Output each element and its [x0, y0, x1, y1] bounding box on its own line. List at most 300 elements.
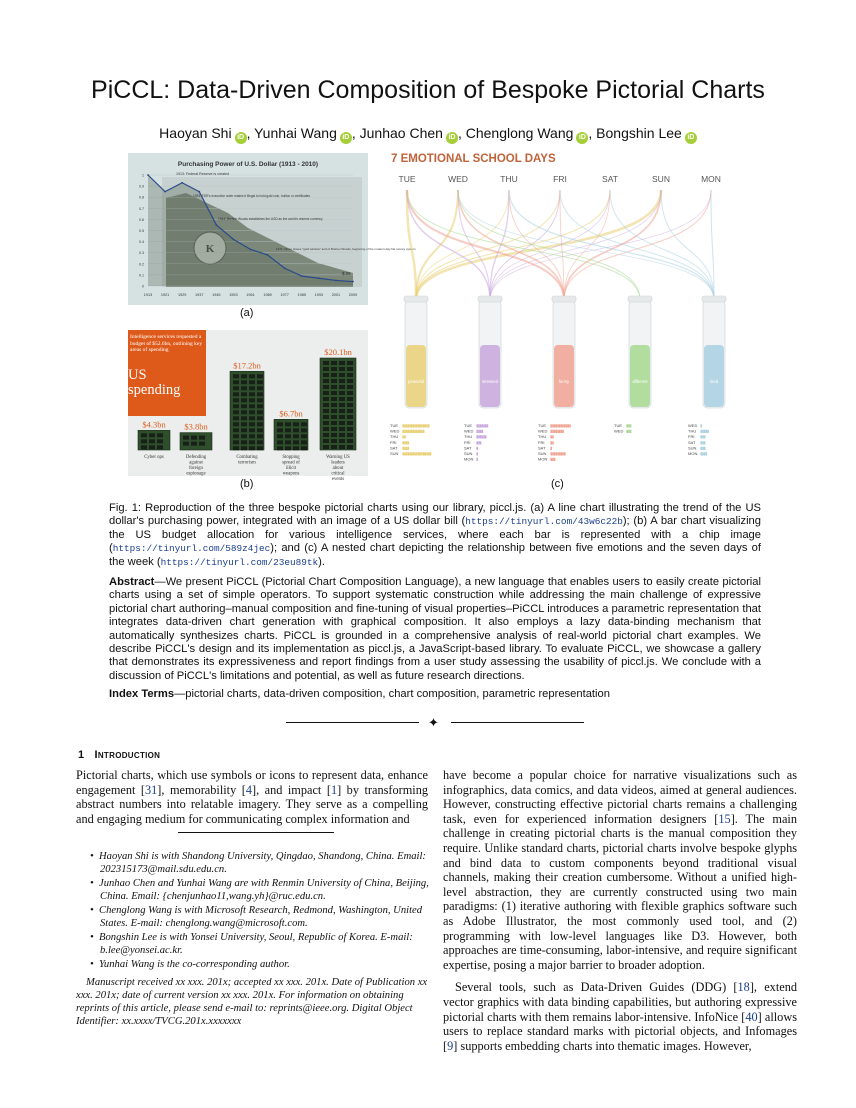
chip-cell: [331, 415, 337, 419]
icon-row-glyphs: ▮▮▮▮▮▮▮▮▮: [550, 451, 566, 456]
bar-category-label: foreign: [189, 466, 203, 471]
chip-cell: [249, 398, 255, 402]
flow-curve: [407, 190, 490, 300]
chip-cell: [323, 397, 329, 401]
x-tick-label: 2001: [331, 293, 341, 297]
icon-row-day: FRI: [464, 439, 471, 445]
icon-row-day: WED: [688, 423, 698, 428]
line-point: [198, 191, 200, 193]
chip-cell: [257, 410, 263, 414]
chip-cell: [323, 379, 329, 383]
tube-label: peaceful: [408, 379, 424, 384]
chip-cell: [233, 386, 239, 390]
icon-row-day: THU: [464, 434, 473, 440]
chip-cell: [301, 428, 307, 432]
chip-cell: [339, 379, 345, 383]
index-terms-text: —pictorial charts, data-driven composition, chart composition, parametric representation: [174, 688, 610, 700]
icon-row-glyphs: ▮▮: [402, 434, 406, 440]
caption-link[interactable]: https://tinyurl.com/589z4jec: [112, 543, 271, 555]
line-point: [233, 238, 235, 240]
bar-category-label: against: [189, 460, 203, 466]
chart-title: 7 EMOTIONAL SCHOOL DAYS: [391, 153, 556, 165]
tube-cap: [478, 296, 502, 302]
icon-row-day: THU: [390, 434, 399, 440]
flow-curve: [490, 190, 661, 300]
author: Junhao Chen: [359, 125, 443, 141]
x-tick-label: 1937: [195, 293, 204, 297]
chip-cell: [347, 415, 353, 419]
x-tick-label: 1929: [177, 293, 187, 297]
tube-label: funny: [558, 379, 570, 384]
tube: [464, 296, 502, 462]
chip-cell: [249, 446, 255, 450]
chip-cell: [141, 439, 147, 443]
chip-cell: [331, 379, 337, 383]
chip-cell: [233, 422, 239, 426]
icon-row-glyphs: ▮▮▮▮▮▮▮▮▮▮▮▮: [550, 423, 571, 428]
y-tick-label: 0.3: [139, 251, 144, 256]
bill-letter: K: [205, 243, 215, 255]
bar-group: [230, 360, 264, 465]
index-terms-label: Index Terms: [109, 688, 175, 700]
chip-cell: [249, 410, 255, 414]
icon-row-day: SUN: [538, 451, 547, 456]
tube: [538, 296, 576, 462]
chip-cell: [241, 446, 247, 450]
icon-row-glyphs: ▮▮: [550, 434, 554, 440]
x-tick-label: 1993: [314, 293, 324, 297]
annotation: 1933: FDR's executive order makes it illegal to hold gold coin, bullion or certificates: [193, 194, 311, 198]
tube: [688, 296, 726, 456]
icon-row-glyphs: ▮▮▮: [550, 456, 556, 462]
bar-category-label: Defending: [185, 455, 207, 460]
chip-cell: [331, 403, 337, 407]
chip-cell: [323, 373, 329, 377]
caption-fig-label: Fig. 1:: [109, 502, 142, 514]
chip-cell: [285, 446, 291, 450]
figure-c-chart: [378, 150, 750, 476]
chip-cell: [249, 434, 255, 438]
chip-cell: [233, 416, 239, 420]
day-label: FRI: [553, 174, 567, 184]
chip-cell: [277, 440, 283, 444]
icon-row-glyphs: ▮▮▮▮▮▮▮▮: [550, 428, 564, 434]
orcid-icon[interactable]: iD: [446, 132, 458, 144]
chip-cell: [331, 397, 337, 401]
icon-row-day: FRI: [390, 439, 397, 445]
chip-cell: [257, 404, 263, 408]
index-terms: [109, 688, 761, 701]
line-point: [318, 277, 320, 279]
icon-row-glyphs: ▮▮▮▮▮▮▮▮▮▮▮▮▮: [402, 428, 425, 434]
bar-value-label: $4.3bn: [142, 419, 166, 430]
x-tick-label: 1977: [280, 293, 289, 297]
chip-cell: [285, 422, 291, 426]
icon-row-day: SAT: [538, 445, 546, 451]
x-tick-label: 1953: [229, 293, 238, 297]
chip-cell: [293, 422, 299, 426]
icon-row-glyphs: ▮▮▮▮▮▮▮: [476, 423, 488, 428]
caption-text: ).: [318, 555, 325, 568]
orcid-icon[interactable]: iD: [235, 132, 247, 144]
caption-link[interactable]: https://tinyurl.com/43w6c22b: [465, 516, 623, 528]
day-label: WED: [448, 174, 468, 184]
orcid-icon[interactable]: iD: [340, 132, 352, 144]
chip-cell: [323, 385, 329, 389]
figure-b-label: (b): [240, 478, 254, 490]
icon-row-day: SUN: [464, 451, 473, 456]
chip-cell: [277, 446, 283, 450]
annotation: 1971: Nixon closes "gold window" and of Bretton Woods, beginning of the modern-day fiat money system: [276, 247, 416, 251]
icon-row-day: MON: [538, 456, 548, 462]
day-label: THU: [500, 174, 518, 184]
chip-cell: [323, 421, 329, 425]
bar-category-label: leaders: [331, 460, 345, 466]
chip-cell: [257, 386, 263, 390]
tube-cap: [552, 296, 576, 302]
citation-link[interactable]: 4: [245, 782, 252, 797]
tube-label: different: [632, 379, 648, 384]
chip-cell: [339, 373, 345, 377]
tube-liquid: [554, 345, 574, 407]
chip-cell: [233, 434, 239, 438]
paper-title: PiCCL: Data-Driven Composition of Bespoke Pictorial Charts: [91, 76, 765, 104]
bar-category-label: events: [331, 477, 345, 482]
chip-cell: [277, 428, 283, 432]
chip-cell: [233, 428, 239, 432]
chip-cell: [249, 416, 255, 420]
chip-cell: [339, 439, 345, 443]
icon-row-day: SAT: [688, 439, 696, 445]
chip-cell: [233, 380, 239, 384]
icon-row-day: SAT: [464, 445, 472, 451]
icon-row-glyphs: ▮: [476, 456, 478, 462]
icon-row-glyphs: ▮▮: [550, 439, 554, 445]
flow-curve: [490, 190, 711, 300]
line-point: [181, 182, 183, 184]
caption-link[interactable]: https://tinyurl.com/23eu89tk: [160, 556, 319, 568]
chip-cell: [331, 439, 337, 443]
figure-b-chart: [128, 330, 368, 482]
chip-cell: [183, 436, 189, 440]
tube-liquid: [630, 345, 650, 407]
bar-category-label: terrorism: [238, 460, 256, 466]
chip-cell: [249, 428, 255, 432]
icon-row-day: MON: [688, 451, 698, 456]
line-point: [267, 254, 269, 256]
chip-cell: [249, 380, 255, 384]
chip-cell: [241, 386, 247, 390]
caption-text: ); and (c) A nested chart depicting the relationship between five emotions and the seven days of the week (: [109, 542, 761, 568]
chip-cell: [347, 397, 353, 401]
intro-paragraph-right: have become a popular choice for narrative visualizations such as infographics, data comics, and data videos, aimed at general audiences. However, constructing effective pictorial charts remains a challenging task, even for experienced information designers [15]. The main challenge in creating pictorial charts is the manual composition they require. Unlike standard charts, pictorial charts involve bespoke glyphs and bind data to custom components beyond traditional visual channels, making their creation cumbersome. Without a unified high-level abstraction, they are currently constructed using two main paradigms: (1) iterative authoring with flexible graphics software such as Adobe Illustrator, the most commonly used tool, and (2) programming with low-level languages like D3. However, both approaches are time-consuming, labor-intensive, and require significant expertise, posing a major barrier to broader adoption. Several tools, such as Data-Driven Guides (DDG) [18], extend vector graphics with data binding capabilities, but authoring expressive pictorial charts with them remains labor-intensive. InfoNice [40] allows users to replace standard marks with pictorial objects, and Infomages [9] supports embedding charts into thematic images. However,: [443, 768, 797, 1053]
line-point: [352, 281, 354, 283]
bar-value-label: $20.1bn: [324, 347, 352, 357]
icon-row-day: TUE: [614, 423, 622, 428]
chip-cell: [323, 391, 329, 395]
chip-cell: [347, 409, 353, 413]
y-tick-label: 0.5: [139, 229, 144, 233]
chip-cell: [191, 436, 197, 440]
icon-row-glyphs: ▮▮▮: [700, 434, 706, 440]
citation-link[interactable]: 40: [745, 1009, 758, 1024]
chip-cell: [249, 392, 255, 396]
chip-cell: [249, 374, 255, 378]
figure-b: [128, 330, 368, 482]
chip-cell: [191, 442, 197, 446]
spending-box-text: Intelligence services requested a budget of $52.6bn, outlining key areas of spending: [130, 334, 203, 353]
icon-row-day: WED: [390, 428, 400, 434]
author: Chenglong Wang: [465, 125, 574, 141]
icon-row-day: TUE: [390, 423, 398, 428]
chip-cell: [347, 439, 353, 443]
annotation: 1944: Bretton Woods establishes the USD as the world's reserve currency: [218, 217, 323, 221]
caption-text: Reproduction of the three bespoke pictorial charts using our library, piccl.js. (a) A line chart illustrating the trend of the US dollar's purchasing power, integrated with an image of a US dollar bill (: [109, 502, 761, 528]
icon-row-glyphs: ▮▮▮▮: [700, 451, 707, 456]
flow-curve: [407, 190, 564, 300]
chip-cell: [301, 422, 307, 426]
x-tick-label: 1921: [160, 293, 170, 297]
y-tick-label: 0.9: [139, 184, 144, 189]
chip-cell: [339, 409, 345, 413]
icon-row-glyphs: ▮: [476, 445, 478, 451]
chip-cell: [249, 386, 255, 390]
chip-cell: [347, 391, 353, 395]
chip-cell: [157, 439, 163, 443]
chip-cell: [339, 427, 345, 431]
icon-row-day: WED: [614, 428, 624, 434]
tube-liquid: [480, 345, 500, 407]
diamond-icon: ✦: [428, 715, 439, 730]
chip-cell: [323, 427, 329, 431]
chip-cell: [339, 391, 345, 395]
icon-row-day: THU: [688, 428, 697, 434]
chip-cell: [141, 445, 147, 449]
icon-row-glyphs: ▮▮▮: [476, 439, 482, 445]
chip-cell: [257, 416, 263, 420]
chip-cell: [285, 440, 291, 444]
tube-label: stressed: [482, 379, 498, 384]
x-tick-label: 1913: [143, 293, 153, 297]
x-tick-label: 1985: [297, 293, 306, 297]
chip-cell: [257, 422, 263, 426]
chip-cell: [241, 410, 247, 414]
chip-cell: [241, 404, 247, 408]
citation-link[interactable]: 31: [145, 782, 158, 797]
citation-link[interactable]: 18: [737, 980, 750, 995]
author-list: Haoyan Shi iD , Yunhai Wang iD , Junhao Chen iD , Chenglong Wang iD , Bongshin Lee iD: [0, 125, 856, 144]
flow-curve: [560, 190, 714, 300]
tube-liquid: [704, 345, 724, 407]
chip-cell: [323, 433, 329, 437]
chip-cell: [331, 391, 337, 395]
bar-group: [138, 419, 170, 460]
line-point: [164, 191, 166, 193]
bar-category-label: espionage: [186, 471, 206, 477]
flow-curve: [564, 190, 610, 300]
icon-row-glyphs: ▮▮▮: [700, 439, 706, 445]
icon-row-glyphs: ▮▮▮: [626, 423, 632, 428]
chip-cell: [347, 421, 353, 425]
icon-row-glyphs: ▮▮▮▮▮▮▮▮▮▮▮▮▮▮▮▮▮: [402, 451, 431, 456]
bar-category-label: Cyber ops: [144, 455, 164, 460]
chip-cell: [241, 380, 247, 384]
chip-cell: [257, 434, 263, 438]
line-point: [284, 267, 286, 269]
chip-cell: [257, 428, 263, 432]
chip-cell: [241, 422, 247, 426]
chip-cell: [347, 427, 353, 431]
y-tick-label: 0.8: [139, 195, 144, 200]
bar-group: [180, 422, 212, 477]
chip-cell: [347, 433, 353, 437]
chip-cell: [301, 440, 307, 444]
chip-cell: [331, 445, 337, 449]
chip-cell: [347, 445, 353, 449]
chip-cell: [233, 398, 239, 402]
x-tick-label: 1945: [212, 293, 221, 297]
y-tick-label: 0.2: [139, 262, 144, 267]
icon-row-day: SUN: [390, 451, 399, 456]
tube: [614, 296, 652, 434]
chip-cell: [347, 367, 353, 371]
author: Bongshin Lee: [596, 125, 682, 141]
citation-link[interactable]: 1: [330, 782, 338, 797]
citation-link[interactable]: 9: [447, 1038, 454, 1053]
icon-row-glyphs: ▮: [476, 451, 478, 456]
chip-cell: [233, 440, 239, 444]
y-tick-label: 1: [142, 173, 144, 178]
x-tick-label: 1961: [246, 293, 255, 297]
icon-row-day: SUN: [688, 445, 697, 451]
line-point: [335, 280, 337, 282]
chip-cell: [293, 440, 299, 444]
icon-row-glyphs: ▮▮▮▮▮▮▮▮▮▮▮▮▮▮▮▮: [402, 423, 430, 428]
day-label: SUN: [652, 174, 670, 184]
icon-row-day: SAT: [390, 445, 398, 451]
chip-cell: [241, 440, 247, 444]
chip-cell: [293, 434, 299, 438]
author: Yunhai Wang: [254, 125, 337, 141]
flow-curve: [458, 190, 714, 300]
chip-cell: [347, 361, 353, 365]
line-point: [215, 224, 217, 226]
icon-row-glyphs: ▮▮▮▮: [402, 445, 409, 451]
chip-cell: [301, 434, 307, 438]
chip-cell: [293, 446, 299, 450]
footnote: • Haoyan Shi is with Shandong University, Qingdao, Shandong, China. Email: 202315173@mail.sdu.edu.cn.: [90, 851, 426, 875]
chip-cell: [241, 374, 247, 378]
icon-row-glyphs: ▮▮▮: [700, 445, 706, 451]
chip-cell: [323, 403, 329, 407]
chip-cell: [149, 445, 155, 449]
footnote: • Chenglong Wang is with Microsoft Research, Redmond, Washington, United States. E-mail: chenglong.wang@microsoft.com.: [90, 905, 423, 929]
chip-cell: [249, 404, 255, 408]
y-tick-label: 0: [142, 284, 144, 289]
chip-cell: [241, 434, 247, 438]
citation-link[interactable]: 15: [718, 811, 731, 826]
chip-cell: [323, 409, 329, 413]
chip-cell: [257, 398, 263, 402]
bar-category-label: Warning US: [326, 455, 350, 460]
abstract-text: —We present PiCCL (Pictorial Chart Composition Language), a new language that enables users to easily create pictorial charts using a set of simple operators. To support systematic construction while addressing the main challenge of expressive pictorial chart authoring–manual composition and fine-tuning of visual properties–PiCCL introduces a parametric representation that integrates data-driven chart generation with graphical composition. It also employs a lazy data-binding mechanism that automatically synthesizes charts. PiCCL is grounded in a comprehensive analysis of real-world pictorial chart examples. We describe PiCCL's design and its implementation as piccl.js, a JavaScript-based library. To evaluate PiCCL, we showcase a gallery that demonstrates its expressiveness and report findings from a user study assessing the usability of piccl.js. We conclude with a discussion of PiCCL's limitations and potential, as well as future research directions.: [109, 576, 761, 682]
line-point: [250, 248, 252, 250]
tube-cap: [702, 296, 726, 302]
bar-value-label: $17.2bn: [233, 360, 261, 371]
icon-row-glyphs: ▮: [700, 423, 702, 428]
y-tick-label: 0.7: [139, 206, 144, 211]
bar: [180, 433, 212, 450]
chip-cell: [257, 440, 263, 444]
chip-cell: [331, 361, 337, 365]
section-divider: [286, 715, 584, 730]
icon-row-glyphs: ▮▮▮▮: [476, 428, 483, 434]
chip-cell: [233, 446, 239, 450]
chip-cell: [339, 421, 345, 425]
orcid-icon[interactable]: iD: [576, 132, 588, 144]
chip-cell: [241, 416, 247, 420]
author: Haoyan Shi: [159, 125, 232, 141]
icon-row-day: TUE: [538, 423, 546, 428]
chip-cell: [323, 367, 329, 371]
chip-cell: [277, 422, 283, 426]
annotation: $.05: [342, 271, 351, 276]
chip-cell: [331, 421, 337, 425]
chip-cell: [233, 410, 239, 414]
chip-cell: [339, 403, 345, 407]
y-tick-label: 0.6: [139, 217, 144, 222]
chip-cell: [347, 373, 353, 377]
chip-cell: [257, 380, 263, 384]
icon-row-glyphs: ▮▮▮▮▮: [700, 428, 709, 434]
tube: [390, 296, 431, 456]
chip-cell: [149, 433, 155, 437]
chip-cell: [141, 433, 147, 437]
bar-category-label: weapons: [282, 471, 300, 477]
footnote-rule: [178, 832, 334, 833]
tube-liquid: [406, 345, 426, 407]
figure-caption: [109, 502, 761, 569]
icon-row-glyphs: ▮▮▮▮: [402, 439, 409, 445]
icon-row-day: FRI: [538, 439, 545, 445]
chip-cell: [339, 361, 345, 365]
footnote: • Bongshin Lee is with Yonsei University, Seoul, Republic of Korea. E-mail: b.lee@yonsei.ac.kr.: [90, 932, 413, 956]
bar-value-label: $6.7bn: [279, 408, 303, 419]
chip-cell: [241, 428, 247, 432]
manuscript-note: Manuscript received xx xxx. 201x; accepted xx xxx. 201x. Date of Publication xx xxx. 201x; date of current version xx xxx. 201x. For information on obtaining reprints of this article, please send e-mail to: reprints@ieee.org. Digital Object Identifier: xx.xxxx/TVCG.201x.xxxxxxx: [76, 977, 428, 1027]
chip-cell: [249, 422, 255, 426]
chip-cell: [323, 445, 329, 449]
intro-paragraph: Pictorial charts, which use symbols or icons to represent data, enhance engagement [31], memorability [4], and impact [1] by transforming abstract numbers into relatable imagery. They serve as a compelling and engaging medium for communicating complex information and: [76, 768, 428, 826]
bar-group: [274, 408, 308, 476]
icon-row-day: MON: [464, 456, 474, 462]
chip-cell: [339, 433, 345, 437]
abstract-label: Abstract: [109, 576, 155, 588]
bar-group: [320, 347, 356, 482]
day-label: TUE: [398, 174, 416, 184]
icon-row-glyphs: ▮: [550, 445, 552, 451]
chip-cell: [285, 428, 291, 432]
chip-cell: [249, 440, 255, 444]
y-tick-label: 0.4: [139, 240, 144, 245]
orcid-icon[interactable]: iD: [685, 132, 697, 144]
line-point: [147, 174, 149, 176]
chip-cell: [331, 385, 337, 389]
chip-cell: [301, 446, 307, 450]
chip-cell: [257, 392, 263, 396]
icon-row-day: WED: [538, 428, 548, 434]
chip-cell: [323, 361, 329, 365]
